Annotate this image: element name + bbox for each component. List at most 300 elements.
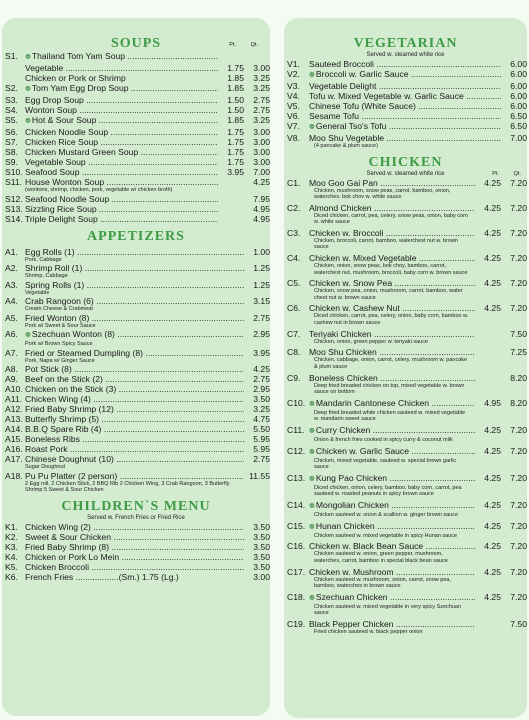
item-number: A17. bbox=[5, 454, 23, 464]
item-name-wrap bbox=[25, 95, 218, 105]
item-name-wrap bbox=[25, 127, 218, 137]
item-number: C15. bbox=[287, 520, 306, 531]
item-number: C3. bbox=[287, 227, 301, 238]
item-description: Pork, Napa w/ Ginger Sauce bbox=[25, 357, 95, 364]
item-name-wrap bbox=[25, 471, 244, 481]
chicken-header bbox=[284, 155, 527, 178]
item-description: (wontons, shrimp, chicken, pork, vegetable w/ chicken broth) bbox=[25, 187, 173, 193]
item-price: 7.20 bbox=[510, 566, 527, 577]
item-name-wrap bbox=[25, 384, 244, 394]
item-description: Chicken, mushroom, snow peas, carrot, bamboo, onion, waterches. bok chov w. white sauce bbox=[314, 187, 451, 200]
item-price: 2.75 bbox=[253, 374, 270, 384]
item-name-wrap bbox=[25, 204, 218, 214]
menu-item bbox=[284, 111, 527, 121]
menu-item bbox=[2, 348, 270, 358]
item-name: Crab Rangoon (6) bbox=[25, 296, 94, 306]
item-number: C2. bbox=[287, 202, 301, 213]
item-description: Pork w/ Brown Spicy Sauce bbox=[25, 341, 93, 347]
item-name: Boneless Chicken bbox=[309, 372, 378, 383]
menu-item bbox=[284, 473, 527, 485]
item-number: A6. bbox=[5, 329, 18, 339]
item-name-wrap bbox=[25, 73, 218, 83]
item-number: S9. bbox=[5, 157, 18, 167]
item-name-wrap bbox=[309, 133, 501, 143]
item-name: Egg Rolls (1) bbox=[25, 246, 75, 257]
menu-item bbox=[284, 373, 527, 383]
item-description: Diced chicken, carrot, pea, celery, snow peas, onion, baby corn w. white sauce bbox=[314, 212, 468, 226]
item-name: Chinese Tofu (White Sauce) bbox=[309, 101, 416, 111]
item-description: Chicken sauteed w. onion & scallion w. ginger brown sauce bbox=[314, 511, 459, 518]
item-description: Deep fried breaded white chicken sauteed w. mixed vegetable w. mandarin sweet sauce bbox=[314, 409, 466, 423]
menu-item bbox=[2, 105, 270, 115]
item-description: Pork, Cabbage bbox=[25, 256, 62, 263]
item-name: Chicken Wing (4) bbox=[25, 394, 91, 404]
item-name: Hunan Chicken bbox=[315, 520, 375, 531]
item-price: 2.75 bbox=[253, 105, 270, 115]
menu-item bbox=[2, 404, 270, 414]
item-price: 7.20 bbox=[510, 227, 527, 238]
hot-pepper-icon: ❁ bbox=[309, 124, 315, 131]
menu-item bbox=[2, 204, 270, 214]
item-price: 1.00 bbox=[253, 246, 270, 257]
chicken-list bbox=[284, 178, 527, 638]
item-number: A8. bbox=[5, 364, 18, 374]
item-description: Chicken sauteed w. mushroom, onion, carrot, snow pea, bamboo, waterches in brown sauce bbox=[314, 576, 451, 589]
item-price: 6.00 bbox=[510, 59, 527, 69]
item-price: 2.75 bbox=[253, 312, 270, 323]
item-price-pint: 4.25 bbox=[484, 566, 501, 577]
item-name-wrap bbox=[309, 69, 501, 81]
item-description: Chicken sauteed w. mixed vegetable in spicy Hunan sauce bbox=[314, 532, 458, 539]
item-name: Seafood Soup bbox=[25, 167, 80, 177]
item-name-wrap bbox=[309, 592, 475, 604]
item-price: 4.95 bbox=[253, 213, 270, 224]
item-number: S12. bbox=[5, 193, 23, 204]
item-name: Moo Shu Chicken bbox=[309, 347, 377, 358]
item-name: Spring Rolls (1) bbox=[25, 279, 85, 290]
item-description: Chicken, snow pea, onion, mushroom, carrot, bamboo, water chest nut w. brown sauce bbox=[314, 288, 463, 301]
item-name: Moo Goo Gai Pan bbox=[309, 177, 378, 188]
menu-item bbox=[284, 398, 527, 410]
item-name: Beef on the Stick (2) bbox=[25, 374, 103, 384]
item-name: Mandarin Cantonese Chicken bbox=[315, 397, 430, 408]
item-name: Pot Stick (8) bbox=[25, 364, 72, 374]
item-name: Almond Chicken bbox=[309, 202, 372, 213]
item-number: K4. bbox=[5, 551, 18, 562]
item-number: A3. bbox=[5, 279, 18, 290]
item-description: Chicken sauteed w. mixed vegetable in very spicy Szechuan sauce bbox=[314, 603, 462, 617]
item-price: 6.50 bbox=[510, 111, 527, 121]
item-name-wrap bbox=[25, 364, 244, 374]
item-name: General Tso's Tofu bbox=[315, 121, 387, 131]
item-name-wrap bbox=[25, 214, 218, 224]
item-description: 2 Egg roll, 2 Chicken Stick, 2 BBQ Rib 2 Chicken Wing, 3 Crab Rangoon, 3 Butterfly Shrimp 5 Sweet & Sour Chicken bbox=[25, 480, 230, 493]
item-number: A9. bbox=[5, 374, 18, 384]
item-number: C16. bbox=[287, 541, 306, 552]
item-price: 3.00 bbox=[253, 127, 270, 137]
vegetarian-list bbox=[284, 59, 527, 150]
item-price: 2.95 bbox=[253, 329, 270, 339]
item-name: Boneless Ribs bbox=[25, 434, 80, 444]
item-name: Chicken Noodle Soup bbox=[25, 127, 109, 137]
item-price-pint: 4.25 bbox=[484, 303, 501, 314]
soups-title: SOUPS bbox=[110, 36, 162, 51]
menu-item bbox=[284, 592, 527, 604]
item-description: Chicken, onion, green pepper w. teriyaki sauce bbox=[314, 338, 429, 345]
item-number: V4. bbox=[287, 91, 300, 101]
item-number: C17. bbox=[287, 566, 306, 577]
item-price: 3.00 bbox=[253, 157, 270, 167]
menu-item bbox=[284, 228, 527, 238]
item-number: S4. bbox=[5, 105, 18, 115]
item-name-wrap bbox=[25, 280, 244, 290]
item-number: C18. bbox=[287, 591, 306, 602]
item-price: 7.00 bbox=[510, 133, 527, 143]
item-name: Tofu w. Mixed Vegetable w. Garlic Sauce bbox=[309, 91, 464, 101]
item-number: C13. bbox=[287, 472, 306, 483]
item-name: Chicken Wing (2) bbox=[25, 521, 91, 532]
item-name: Chicken Broccoli bbox=[25, 561, 89, 572]
item-price: 4.75 bbox=[253, 414, 270, 424]
menu-item bbox=[284, 567, 527, 577]
menu-item bbox=[2, 313, 270, 323]
menu-item bbox=[2, 95, 270, 105]
hot-pepper-icon: ❁ bbox=[25, 86, 31, 93]
menu-item bbox=[2, 454, 270, 464]
item-name: Tom Yam Egg Drop Soup bbox=[31, 83, 129, 93]
menu-item bbox=[2, 214, 270, 224]
item-price: 7.25 bbox=[510, 347, 527, 358]
item-number: A13. bbox=[5, 414, 23, 424]
item-name-wrap bbox=[25, 414, 244, 424]
item-price: 4.95 bbox=[253, 203, 270, 214]
menu-item bbox=[2, 247, 270, 257]
menu-item bbox=[284, 203, 527, 213]
item-price: 6.00 bbox=[510, 101, 527, 111]
appetizers-title: APPETIZERS bbox=[87, 228, 185, 244]
menu-item bbox=[284, 500, 527, 512]
item-description: Chicken, cabbage, onion, carrot, celery, mushroom w. pancake & plum sauce bbox=[314, 357, 468, 370]
item-number: C9. bbox=[287, 372, 301, 383]
item-price: 7.20 bbox=[510, 591, 527, 602]
item-description: Onion & french fries cooked in spicy curry & coconut milk bbox=[314, 436, 453, 443]
menu-item bbox=[284, 303, 527, 313]
item-name: Chicken or Pork Lo Mein bbox=[25, 551, 120, 562]
menu-item bbox=[284, 521, 527, 533]
item-price: 2.75 bbox=[253, 95, 270, 105]
menu-item bbox=[284, 425, 527, 437]
item-price-pint: 4.95 bbox=[484, 397, 501, 408]
item-name-wrap bbox=[25, 167, 218, 177]
item-name: Mongolian Chicken bbox=[315, 499, 389, 510]
menu-item bbox=[2, 329, 270, 341]
item-price: 7.20 bbox=[510, 303, 527, 314]
soups-header bbox=[2, 36, 270, 51]
item-price: 4.25 bbox=[253, 364, 270, 374]
childrens-serve-note: Served w. French Fries or Fried Rice bbox=[87, 514, 185, 521]
item-number: K2. bbox=[5, 531, 18, 542]
item-name-wrap bbox=[309, 425, 475, 437]
item-name: Vegetable Soup bbox=[25, 157, 86, 167]
item-name-wrap bbox=[25, 454, 244, 464]
item-name: Sauteed Broccoli bbox=[309, 59, 374, 69]
hot-pepper-icon: ❁ bbox=[309, 448, 315, 456]
item-number: A7. bbox=[5, 347, 18, 358]
item-price: 3.00 bbox=[253, 571, 270, 582]
item-price: 7.95 bbox=[253, 193, 270, 204]
item-name: Chicken w. Broccoli bbox=[309, 227, 384, 238]
item-description: (4 pancake & plum sauce) bbox=[314, 143, 378, 149]
hot-pepper-icon: ❁ bbox=[309, 400, 315, 408]
item-number: A18. bbox=[5, 470, 23, 481]
item-price: 1.25 bbox=[253, 263, 270, 273]
item-description: Chicken sauteed w. onion, green pepper, mushroom, waterches, carrot, bamboo in special black bean sauce bbox=[314, 551, 448, 564]
item-name-wrap bbox=[309, 473, 475, 485]
item-price: 11.55 bbox=[249, 470, 270, 481]
item-name: B.B.Q Spare Rib (4) bbox=[25, 424, 102, 434]
item-description: Diced chicken, onion, celery, bamboo, baby corn, carrot, pea sauteed w. roasted peanuts in spicy brown sauce bbox=[314, 484, 462, 498]
item-name-wrap bbox=[309, 303, 475, 313]
item-price: 3.00 bbox=[253, 63, 270, 73]
item-price-pint: 4.25 bbox=[484, 253, 501, 264]
item-number: C7. bbox=[287, 328, 301, 339]
item-number: V2. bbox=[287, 69, 300, 79]
soups-list bbox=[2, 51, 270, 224]
item-price: 7.00 bbox=[253, 167, 270, 177]
item-number: S10. bbox=[5, 167, 23, 177]
item-name: Shrimp Roll (1) bbox=[25, 263, 83, 273]
item-name-wrap bbox=[25, 404, 244, 414]
item-name-wrap bbox=[25, 329, 244, 341]
item-number: S11. bbox=[5, 177, 23, 187]
item-number: C12. bbox=[287, 445, 306, 456]
item-number: C5. bbox=[287, 278, 301, 289]
right-menu-panel bbox=[284, 18, 527, 718]
soups-columns: Pt. Qt. bbox=[229, 42, 258, 48]
menu-item bbox=[2, 147, 270, 157]
menu-item bbox=[2, 542, 270, 552]
item-name-wrap bbox=[25, 296, 244, 306]
item-name-wrap bbox=[25, 147, 218, 157]
menu-item bbox=[2, 374, 270, 384]
menu-item bbox=[2, 263, 270, 273]
item-name-wrap bbox=[25, 394, 244, 404]
item-price: 7.20 bbox=[510, 445, 527, 456]
item-price-pint: 4.25 bbox=[484, 541, 501, 552]
item-number: A14. bbox=[5, 424, 23, 434]
item-name-wrap bbox=[25, 157, 218, 167]
item-price-pint: 1.75 bbox=[227, 137, 244, 147]
item-price: 7.20 bbox=[510, 177, 527, 188]
item-price-pint: 4.25 bbox=[484, 499, 501, 510]
item-name-wrap bbox=[309, 203, 475, 213]
item-name-wrap bbox=[25, 522, 244, 532]
item-number: K3. bbox=[5, 541, 18, 552]
item-name: Thailand Tom Yam Soup bbox=[31, 51, 126, 61]
item-name-wrap bbox=[309, 111, 501, 121]
chicken-title: CHICKEN bbox=[368, 154, 443, 170]
item-price: 2.75 bbox=[253, 454, 270, 464]
item-price: 3.00 bbox=[253, 137, 270, 147]
item-price: 1.25 bbox=[253, 279, 270, 290]
menu-item bbox=[284, 347, 527, 357]
menu-item bbox=[2, 83, 270, 95]
menu-item bbox=[2, 394, 270, 404]
item-price: 6.00 bbox=[510, 81, 527, 91]
item-price: 7.20 bbox=[510, 424, 527, 435]
menu-item bbox=[284, 121, 527, 133]
item-price-pint: 1.85 bbox=[227, 73, 244, 83]
item-number: A16. bbox=[5, 444, 23, 454]
item-description: Shrimp, Cabbage bbox=[25, 273, 68, 279]
menu-item bbox=[2, 424, 270, 434]
hot-pepper-icon: ❁ bbox=[309, 72, 315, 79]
vegetarian-title: VEGETARIAN bbox=[353, 36, 458, 51]
item-name-wrap bbox=[309, 81, 501, 91]
item-price: 3.25 bbox=[253, 73, 270, 83]
item-name-wrap bbox=[309, 373, 475, 383]
item-name-wrap bbox=[25, 247, 244, 257]
item-name: Butterfly Shrimp (5) bbox=[25, 414, 100, 424]
item-name-wrap bbox=[309, 347, 475, 357]
item-name-wrap bbox=[25, 194, 218, 204]
item-price: 3.50 bbox=[253, 394, 270, 404]
item-name: Sizzling Rice Soup bbox=[25, 203, 97, 214]
item-name-wrap bbox=[309, 329, 475, 339]
hot-pepper-icon: ❁ bbox=[25, 332, 31, 339]
item-price-pint: 1.75 bbox=[227, 63, 244, 73]
item-price-pint: 1.85 bbox=[227, 83, 244, 93]
item-name: Wonton Soup bbox=[25, 105, 77, 115]
item-name: Chicken w. Snow Pea bbox=[309, 278, 393, 289]
menu-item bbox=[2, 167, 270, 177]
item-name: Kung Pao Chicken bbox=[315, 472, 388, 483]
item-number: S7. bbox=[5, 137, 18, 147]
item-name-wrap bbox=[309, 178, 475, 188]
item-price: 3.25 bbox=[253, 83, 270, 93]
item-price: 7.20 bbox=[510, 278, 527, 289]
item-price: 3.25 bbox=[253, 115, 270, 125]
item-number: K1. bbox=[5, 521, 18, 532]
menu-item bbox=[284, 541, 527, 551]
item-number: A5. bbox=[5, 312, 18, 323]
item-number: S5. bbox=[5, 115, 18, 125]
item-name: Szechuan Chicken bbox=[315, 591, 388, 602]
menu-item bbox=[2, 63, 270, 73]
menu-item bbox=[284, 446, 527, 458]
item-price-pint: 1.50 bbox=[227, 95, 244, 105]
menu-item bbox=[2, 444, 270, 454]
item-name: Chinese Doughnut (10) bbox=[25, 454, 114, 464]
menu-item bbox=[2, 296, 270, 306]
item-name: House Wonton Soup bbox=[25, 177, 105, 187]
item-price: 3.50 bbox=[253, 551, 270, 562]
item-price-pint: 3.95 bbox=[227, 167, 244, 177]
item-name: Chicken w. Black Bean Sauce bbox=[309, 541, 424, 552]
item-number: A4. bbox=[5, 296, 18, 306]
item-name: Chicken Rice Soup bbox=[25, 137, 99, 147]
item-name-wrap bbox=[309, 541, 475, 551]
item-price: 3.50 bbox=[253, 561, 270, 572]
item-price: 3.00 bbox=[253, 147, 270, 157]
menu-item bbox=[284, 59, 527, 69]
item-description: Chicken, broccoli, carrot, bamboo, waterchest nut w. brown sauce bbox=[314, 237, 458, 251]
item-name: Egg Drop Soup bbox=[25, 95, 84, 105]
item-name: Fried Wonton (8) bbox=[25, 312, 90, 323]
item-description: Sugar Doughnut bbox=[25, 464, 66, 470]
menu-item bbox=[2, 522, 270, 532]
item-price: 6.00 bbox=[510, 91, 527, 101]
item-name-wrap bbox=[25, 562, 244, 572]
item-name: Fried Baby Shrimp (8) bbox=[25, 541, 110, 552]
item-name: Sesame Tofu bbox=[309, 111, 360, 121]
item-name: Vegetable Delight bbox=[309, 81, 377, 91]
menu-item bbox=[2, 572, 270, 582]
menu-item bbox=[284, 619, 527, 629]
item-name-wrap bbox=[25, 51, 218, 63]
item-name-wrap bbox=[309, 91, 501, 101]
item-number: S1. bbox=[5, 51, 18, 61]
item-name-wrap bbox=[25, 177, 218, 187]
menu-item bbox=[2, 562, 270, 572]
item-price-pint: 4.25 bbox=[484, 227, 501, 238]
item-name-wrap bbox=[309, 567, 475, 577]
item-name-wrap bbox=[309, 521, 475, 533]
menu-item bbox=[284, 101, 527, 111]
item-description: Pork w/ Sweet & Sour Sauce bbox=[25, 322, 96, 329]
item-name-wrap bbox=[25, 424, 244, 434]
item-number: A12. bbox=[5, 404, 23, 414]
item-price: 4.25 bbox=[253, 177, 270, 187]
item-name-wrap bbox=[25, 542, 244, 552]
item-price: 6.50 bbox=[510, 121, 527, 131]
item-number: V5. bbox=[287, 101, 300, 111]
menu-item bbox=[2, 177, 270, 187]
menu-item bbox=[2, 434, 270, 444]
menu-item bbox=[2, 552, 270, 562]
item-description: Chicken, mixed vegetable, sauteed w. special brown garlic sauce bbox=[314, 457, 457, 471]
menu-item bbox=[2, 280, 270, 290]
item-name: Chicken w. Mushroom bbox=[309, 566, 394, 577]
menu-item bbox=[2, 51, 270, 63]
item-name: Chicken w. Mixed Vegetable bbox=[309, 253, 417, 264]
hot-pepper-icon: ❁ bbox=[25, 54, 31, 61]
item-name-wrap bbox=[25, 263, 244, 273]
item-name: Chicken Mustard Green Soup bbox=[25, 147, 139, 157]
item-price-pint: 1.75 bbox=[227, 157, 244, 167]
item-number: V6. bbox=[287, 111, 300, 121]
item-number: V8. bbox=[287, 133, 300, 143]
item-price: 8.20 bbox=[510, 397, 527, 408]
item-name: French Fries ..................(Sm.) 1.75 (Lg.) bbox=[25, 571, 179, 582]
item-name-wrap bbox=[309, 228, 475, 238]
item-number: A11. bbox=[5, 394, 23, 404]
item-price: 8.20 bbox=[510, 372, 527, 383]
menu-item bbox=[284, 278, 527, 288]
item-name: Chicken or Pork or Shrimp bbox=[25, 73, 126, 83]
item-price-pint: 4.25 bbox=[484, 424, 501, 435]
item-number: S2. bbox=[5, 83, 18, 93]
item-name: Seafood Noodle Soup bbox=[25, 193, 110, 204]
item-number: V1. bbox=[287, 59, 300, 69]
item-price-pint: 4.25 bbox=[484, 520, 501, 531]
menu-item bbox=[2, 364, 270, 374]
item-name-wrap bbox=[25, 552, 244, 562]
hot-pepper-icon: ❁ bbox=[309, 594, 315, 602]
item-price: 5.95 bbox=[253, 434, 270, 444]
item-name-wrap bbox=[25, 137, 218, 147]
item-name-wrap bbox=[309, 500, 475, 512]
